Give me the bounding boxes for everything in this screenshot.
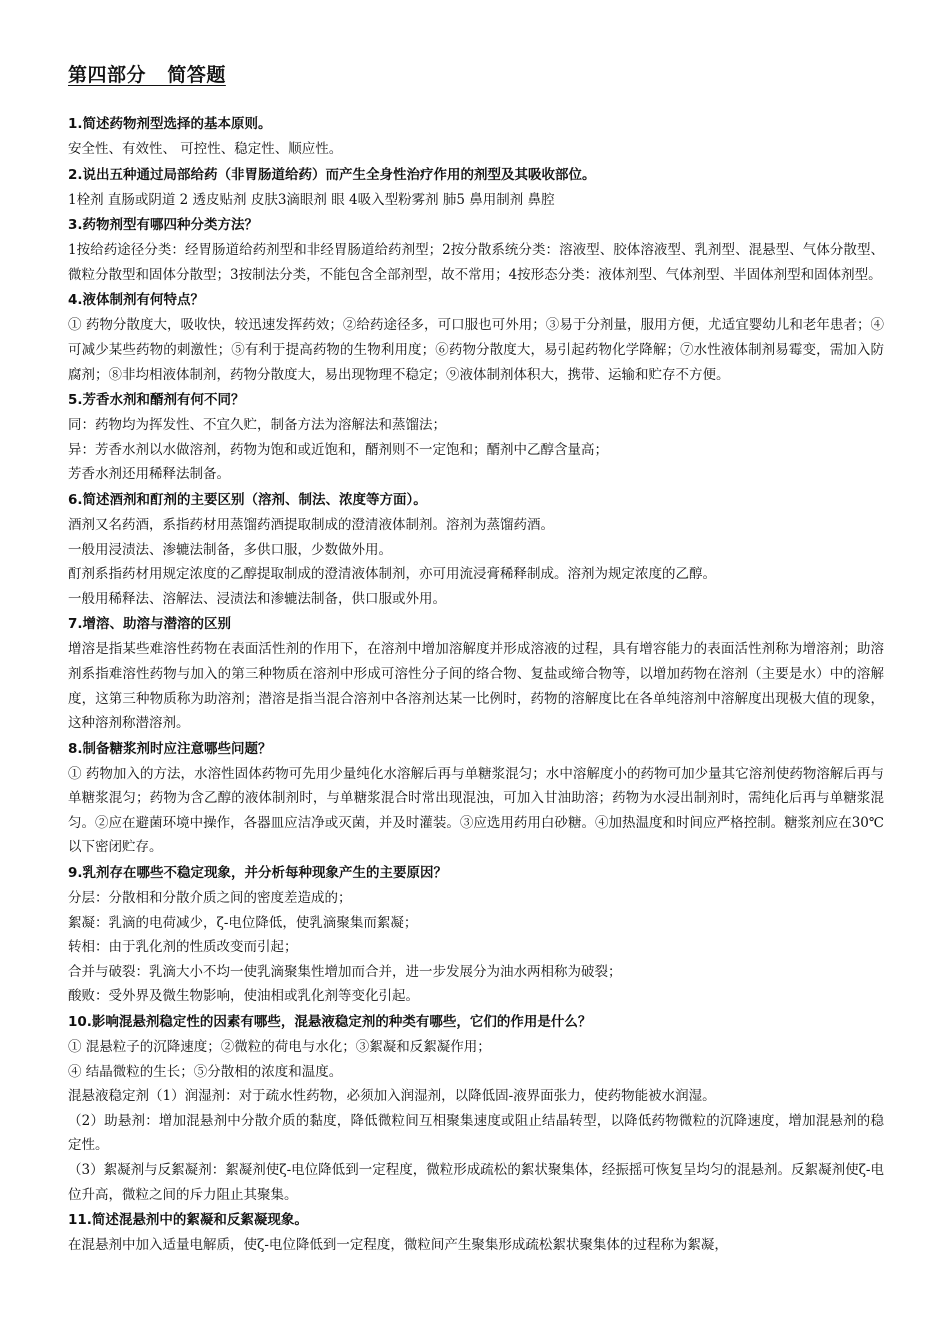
qa-item-5 <box>68 387 884 487</box>
answer-paragraph: ④ 结晶微粒的生长；⑤分散相的浓度和温度。 <box>68 1063 343 1080</box>
answer-paragraph: ① 药物分散度大，吸收快，较迅速发挥药效；②给药途径多，可口服也可外用；③易于分剂量，服用方便，尤适宜婴幼儿和老年患者；④可减少某些药物的刺激性；⑤有利于提高药物的生物利用度；⑥药物分散度大，易引起药物化学降解；⑦水性液体制剂易霉变，需加入防腐剂；⑧非均相液体制剂，药物分散度大，易出现物理不稳定；⑨液体制剂体积大，携带、运输和贮存不方便。 <box>68 317 884 383</box>
qa-item-4 <box>68 287 884 387</box>
qa-item-9 <box>68 860 884 1009</box>
qa-item-10 <box>68 1009 884 1207</box>
qa-item-6 <box>68 487 884 611</box>
question-heading: 6.简述酒剂和酊剂的主要区别（溶剂、制法、浓度等方面）。 <box>68 491 427 508</box>
answer-paragraph: 芳香水剂还用稀释法制备。 <box>68 466 230 483</box>
answer-paragraph: 酒剂又名药酒，系指药材用蒸馏药酒提取制成的澄清液体制剂。溶剂为蒸馏药酒。 <box>68 516 554 533</box>
document-page <box>68 60 884 1258</box>
question-heading: 3.药物剂型有哪四种分类方法？ <box>68 217 259 234</box>
question-heading: 7.增溶、助溶与潜溶的区别 <box>68 616 232 633</box>
answer-paragraph: 1按给药途径分类：经胃肠道给药剂型和非经胃肠道给药剂型；2按分散系统分类：溶液型、胶体溶液型、乳剂型、混悬型、气体分散型、微粒分散型和固体分散型；3按制法分类，不能包含全部剂型，故不常用；4按形态分类：液体剂型、气体剂型、半固体剂型和固体剂型。 <box>68 242 884 283</box>
answer-paragraph: 一般用浸渍法、渗辘法制备，多供口服，少数做外用。 <box>68 541 392 558</box>
question-heading: 9.乳剂存在哪些不稳定现象，并分析每种现象产生的主要原因？ <box>68 865 448 882</box>
answer-paragraph: 絮凝：乳滴的电荷减少，ζ-电位降低，使乳滴聚集而絮凝； <box>68 914 418 931</box>
answer-paragraph: 酸败：受外界及微生物影响，使油相或乳化剂等变化引起。 <box>68 988 419 1005</box>
question-heading: 8.制备糖浆剂时应注意哪些问题？ <box>68 740 272 757</box>
question-heading: 1.简述药物剂型选择的基本原则。 <box>68 116 272 132</box>
answer-paragraph: 安全性、有效性、 可控性、稳定性、顺应性。 <box>68 141 343 157</box>
qa-item-7 <box>68 611 884 735</box>
answer-paragraph: （3）絮凝剂与反絮凝剂：絮凝剂使ζ-电位降低到一定程度，微粒形成疏松的絮状聚集体，经振摇可恢复呈均匀的混悬剂。反絮凝剂使ζ-电位升高，微粒之间的斥力阻止其聚集。 <box>68 1162 884 1203</box>
answer-paragraph: 增溶是指某些难溶性药物在表面活性剂的作用下，在溶剂中增加溶解度并形成溶液的过程，具有增容能力的表面活性剂称为增溶剂；助溶剂系指难溶性药物与加入的第三种物质在溶剂中形成可溶性分子间的络合物、复盐或缔合物等，以增加药物在溶剂（主要是水）中的溶解度，这第三种物质称为助溶剂；潜溶是指当混合溶剂中各溶剂达某一比例时，药物的溶解度比在各单纯溶剂中溶解度出现极大值的现象，这种溶剂称潜溶剂。 <box>68 641 884 732</box>
answer-paragraph: ① 药物加入的方法，水溶性固体药物可先用少量纯化水溶解后再与单糖浆混匀；水中溶解度小的药物可加少量其它溶剂使药物溶解后再与单糖浆混匀；药物为含乙醇的液体制剂时，与单糖浆混合时常出现混浊，可加入甘油助溶；药物为水浸出制剂时，需纯化后再与单糖浆混匀。②应在避菌环境中操作，各器皿应洁净或灭菌，并及时灌装。③应选用药用白砂糖。④加热温度和时间应严格控制。糖浆剂应在30℃以下密闭贮存。 <box>68 765 884 856</box>
answer-paragraph: ① 混悬粒子的沉降速度；②微粒的荷电与水化；③絮凝和反絮凝作用； <box>68 1039 491 1056</box>
answer-paragraph: 在混悬剂中加入适量电解质，使ζ-电位降低到一定程度，微粒间产生聚集形成疏松絮状聚集体的过程称为絮凝， <box>68 1237 728 1254</box>
question-heading: 4.液体制剂有何特点？ <box>68 292 205 309</box>
answer-paragraph: 分层：分散相和分散介质之间的密度差造成的； <box>68 890 352 907</box>
qa-item-11 <box>68 1207 884 1258</box>
answer-paragraph: 异：芳香水剂以水做溶剂，药物为饱和或近饱和，醑剂则不一定饱和；醑剂中乙醇含量高； <box>68 441 608 458</box>
answer-paragraph: 酊剂系指药材用规定浓度的乙醇提取制成的澄清液体制剂，亦可用流浸膏稀释制成。溶剂为规定浓度的乙醇。 <box>68 566 716 583</box>
answer-paragraph: 混悬液稳定剂（1）润湿剂：对于疏水性药物，必须加入润湿剂，以降低固-液界面张力，使药物能被水润湿。 <box>68 1088 716 1105</box>
answer-paragraph: 同：药物均为挥发性、不宜久贮，制备方法为溶解法和蒸馏法； <box>68 417 446 434</box>
qa-item-1 <box>68 111 884 162</box>
answer-paragraph: （2）助悬剂：增加混悬剂中分散介质的黏度，降低微粒间互相聚集速度或阻止结晶转型，以降低药物微粒的沉降速度，增加混悬剂的稳定性。 <box>68 1112 884 1154</box>
qa-item-8 <box>68 736 884 860</box>
answer-paragraph: 合并与破裂：乳滴大小不均一使乳滴聚集性增加而合并，进一步发展分为油水两相称为破裂； <box>68 963 622 980</box>
question-heading: 11.简述混悬剂中的絮凝和反絮凝现象。 <box>68 1212 308 1229</box>
qa-item-2 <box>68 162 884 213</box>
answer-paragraph: 1栓剂 直肠或阴道 2 透皮贴剂 皮肤3滴眼剂 眼 4吸入型粉雾剂 肺5 鼻用制剂 鼻腔 <box>68 191 555 208</box>
question-heading: 2.说出五种通过局部给药（非胃肠道给药）而产生全身性治疗作用的剂型及其吸收部位。 <box>68 166 596 183</box>
qa-item-3 <box>68 212 884 287</box>
question-heading: 10.影响混悬剂稳定性的因素有哪些，混悬液稳定剂的种类有哪些，它们的作用是什么？ <box>68 1014 592 1031</box>
answer-paragraph: 一般用稀释法、溶解法、浸渍法和渗辘法制备，供口服或外用。 <box>68 590 446 607</box>
section-title: 第四部分 简答题 <box>68 64 226 86</box>
question-heading: 5.芳香水剂和醑剂有何不同？ <box>68 392 245 409</box>
answer-paragraph: 转相：由于乳化剂的性质改变而引起； <box>68 939 298 956</box>
